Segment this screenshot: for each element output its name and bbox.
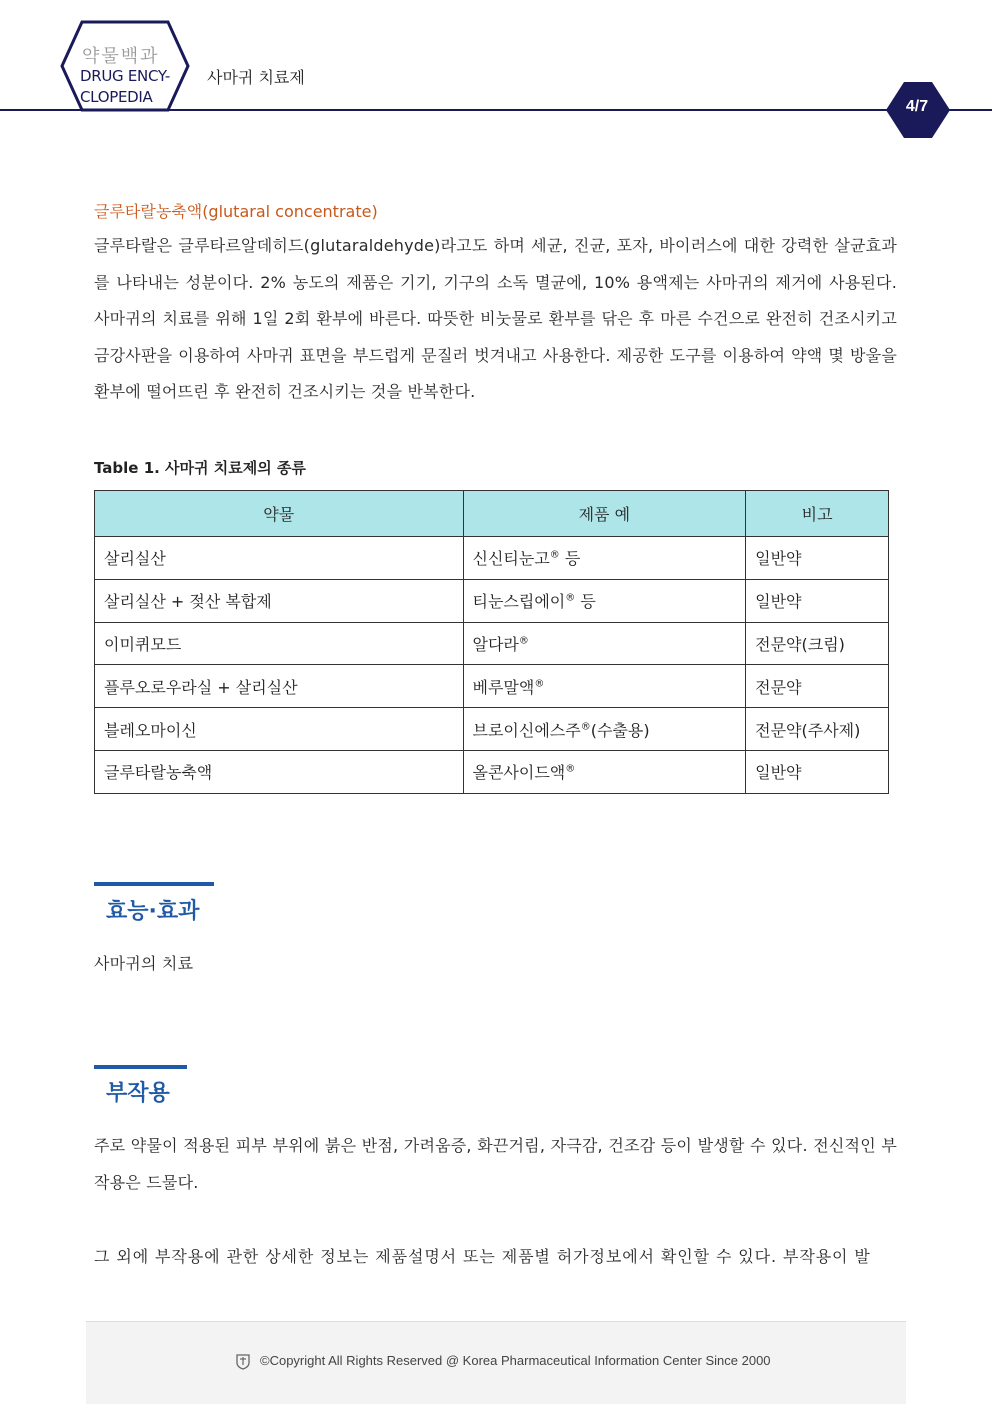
cell-product [463,622,746,665]
product-name: 알다라 [472,634,519,654]
table-row [95,622,889,665]
cell-product [463,708,746,751]
copyright-text: ©Copyright All Rights Reserved @ Korea Pharmaceutical Information Center Since 2000 [260,1353,771,1368]
table-row [95,665,889,708]
drug-description: 글루타랄은 글루타르알데히드(glutaraldehyde)라고도 하며 세균, 진균, 포자, 바이러스에 대한 강력한 살균효과를 나타내는 성분이다. 2% 농도의 제품은 기기, 기구의 소독 멸균에, 10% 용액제는 사마귀의 제거에 사용된다. 사마귀의 치료를 위해 1일 2회 환부에 바른다. 따뜻한 비눗물로 환부를 닦은 후 마른 수건으로 완전히 건조시키고 금강사판을 이용하여 사마귀 표면을 부드럽게 문질러 벗겨내고 사용한다. 제공한 도구를 이용하여 약액 몇 방울을 환부에 떨어뜨린 후 완전히 건조시키는 것을 반복한다. [94,236,897,401]
page-number: 4/7 [905,98,929,115]
table-row [95,708,889,751]
cell-product [463,579,746,622]
cell-note: 일반약 [746,537,889,580]
kpic-logo-icon [236,1354,250,1370]
registered-mark: ® [565,764,576,776]
cell-drug: 살리실산 [95,537,464,580]
table-header-row [95,491,889,537]
registered-mark: ® [549,550,560,562]
side-effects-section-bar [94,1065,187,1069]
table-body [95,537,889,794]
side-effects-paragraph-1: 주로 약물이 적용된 피부 부위에 붉은 반점, 가려움증, 화끈거림, 자극감, 건조감 등이 발생할 수 있다. 전신적인 부작용은 드물다. [94,1136,897,1192]
cell-note: 일반약 [746,750,889,793]
cell-product [463,665,746,708]
drug-subheading: 글루타랄농축액(glutaral concentrate) [94,202,378,221]
cell-drug: 이미퀴모드 [95,622,464,665]
product-name: 올콘사이드액 [472,763,566,783]
registered-mark: ® [534,678,545,690]
cell-product [463,537,746,580]
side-effects-title: 부작용 [106,1081,170,1106]
logo-english-line2: CLOPEDIA [80,88,153,106]
product-suffix: 등 [575,592,596,612]
column-header-note: 비고 [746,491,889,537]
cell-note: 전문약(크림) [746,622,889,665]
product-name: 신신티눈고 [472,549,550,569]
table-row [95,579,889,622]
cell-note: 일반약 [746,579,889,622]
cell-drug: 플루오로우라실 + 살리실산 [95,665,464,708]
cell-drug: 살리실산 + 젖산 복합제 [95,579,464,622]
cell-note: 전문약 [746,665,889,708]
product-suffix: (수출용) [590,720,650,740]
product-name: 베루말액 [472,677,535,697]
side-effects-paragraph-2: 그 외에 부작용에 관한 상세한 정보는 제품설명서 또는 제품별 허가정보에서 확인할 수 있다. 부작용이 발 [94,1247,871,1266]
cell-note: 전문약(주사제) [746,708,889,751]
table-caption: Table 1. 사마귀 치료제의 종류 [94,459,306,477]
product-name: 티눈스립에이 [472,592,566,612]
column-header-product: 제품 예 [463,491,746,537]
registered-mark: ® [518,635,529,647]
product-name: 브로이신에스주 [472,720,581,740]
column-header-drug: 약물 [95,491,464,537]
product-suffix: 등 [559,549,581,569]
cell-drug: 블레오마이신 [95,708,464,751]
efficacy-text: 사마귀의 치료 [94,954,194,973]
registered-mark: ® [565,592,576,604]
table-row [95,750,889,793]
page-header [0,0,992,150]
wart-treatment-table [94,490,889,794]
cell-product [463,750,746,793]
registered-mark: ® [580,721,591,733]
logo-korean: 약물백과 [82,46,160,67]
document-title: 사마귀 치료제 [207,68,305,87]
efficacy-section-bar [94,882,214,886]
cell-drug: 글루타랄농축액 [95,750,464,793]
table-row [95,537,889,580]
efficacy-title: 효능·효과 [106,899,200,924]
logo-english-line1: DRUG ENCY- [80,67,171,85]
